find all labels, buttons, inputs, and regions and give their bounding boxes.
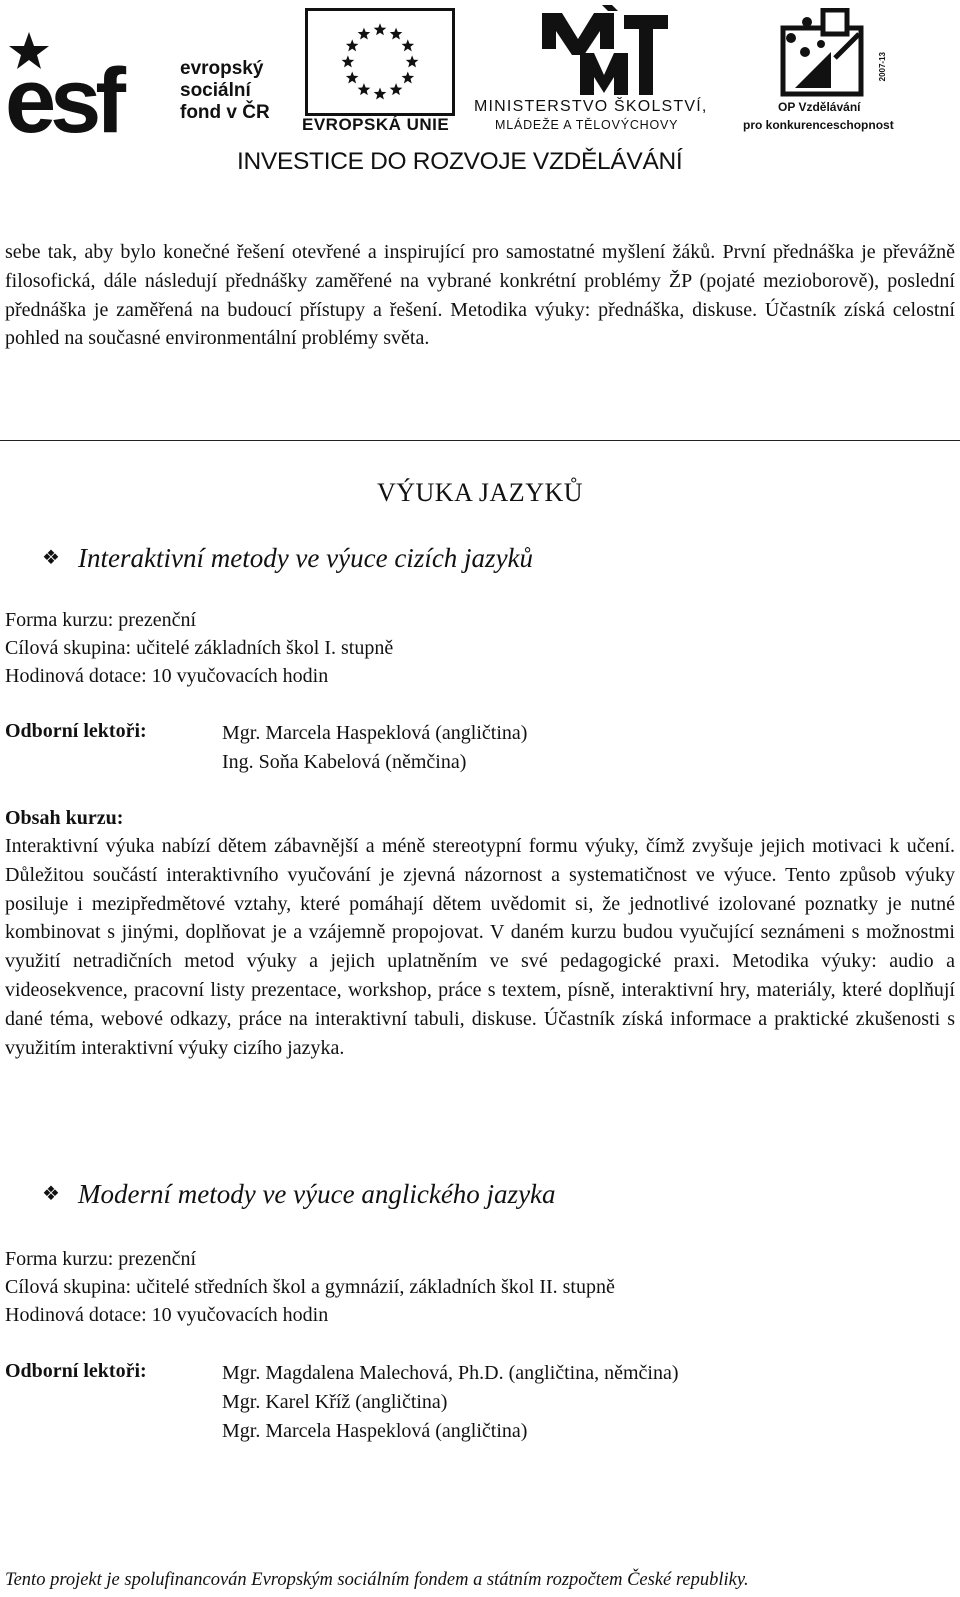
lecturer: Mgr. Magdalena Malechová, Ph.D. (angličtina, němčina) bbox=[222, 1362, 679, 1384]
eu-star-icon bbox=[390, 28, 403, 40]
eu-star-icon bbox=[374, 23, 387, 35]
eu-star-icon bbox=[390, 83, 403, 95]
course-hours: Hodinová dotace: 10 vyučovacích hodin bbox=[5, 1304, 329, 1326]
lecturers-list bbox=[222, 719, 527, 777]
course-title bbox=[42, 1179, 556, 1210]
course-title-text: Moderní metody ve výuce anglického jazyka bbox=[78, 1179, 556, 1209]
course-target: Cílová skupina: učitelé středních škol a gymnázií, základních škol II. stupně bbox=[5, 1276, 615, 1298]
section-divider bbox=[0, 440, 960, 441]
eu-star-icon bbox=[346, 71, 359, 83]
course-hours: Hodinová dotace: 10 vyučovacích hodin bbox=[5, 665, 329, 687]
eu-star-icon bbox=[406, 55, 419, 67]
esf-logo-text bbox=[180, 58, 270, 124]
page-footer: Tento projekt je spolufinancován Evropským sociálním fondem a státním rozpočtem České republiky. bbox=[5, 1570, 749, 1590]
investice-banner: INVESTICE DO ROZVOJE VZDĚLÁVÁNÍ bbox=[237, 148, 683, 175]
lecturer: Mgr. Marcela Haspeklová (angličtina) bbox=[222, 1419, 528, 1442]
eu-flag-icon bbox=[305, 8, 455, 116]
esf-line: sociální bbox=[180, 80, 251, 101]
lecturers-list bbox=[222, 1359, 679, 1445]
svg-text:esf: esf bbox=[5, 50, 120, 136]
content-label: Obsah kurzu: bbox=[5, 807, 124, 829]
eu-star-icon bbox=[346, 39, 359, 51]
eu-star-icon bbox=[342, 55, 355, 67]
lecturer: Mgr. Marcela Haspeklová (angličtina) bbox=[222, 722, 528, 744]
op-line1: OP Vzdělávání bbox=[778, 100, 861, 114]
lecturer: Mgr. Karel Kříž (angličtina) bbox=[222, 1390, 448, 1413]
course-form: Forma kurzu: prezenční bbox=[5, 1248, 197, 1270]
op-years: 2007-13 bbox=[878, 52, 887, 82]
diamond-bullet-icon: ❖ bbox=[42, 547, 60, 569]
eu-star-icon bbox=[402, 71, 415, 83]
course-target: Cílová skupina: učitelé základních škol I. stupně bbox=[5, 637, 394, 659]
op-line2: pro konkurenceschopnost bbox=[743, 118, 894, 132]
msmt-line1: MINISTERSTVO ŠKOLSTVÍ, bbox=[474, 98, 708, 115]
intro-paragraph: sebe tak, aby bylo konečné řešení otevřené a inspirující pro samostatné myšlení žáků. První přednáška je převážně filosofická, dále následují přednášky zaměřené na vybrané konkrétní problémy ŽP (pojaté mezioborově), poslední přednáška je zaměřená na budoucí přístupy a řešení. Metodika výuky: přednáška, diskuse. Účastník získá celostní pohled na současné environmentální problémy světa. bbox=[5, 241, 955, 350]
course-title-text: Interaktivní metody ve výuce cizích jazyků bbox=[78, 543, 534, 573]
esf-line: fond v ČR bbox=[180, 102, 270, 123]
eu-label: EVROPSKÁ UNIE bbox=[302, 115, 450, 134]
op-logo-icon bbox=[775, 8, 885, 98]
msmt-line2: MLÁDEŽE A TĚLOVÝCHOVY bbox=[495, 118, 679, 132]
course-content: Interaktivní výuka nabízí dětem zábavnější a méně stereotypní formu výuky, čímž zvyšuje jejich motivaci k učení. Důležitou součástí interaktivního vyučování je zjevná názornost a systematičnost ve výuce. Tento způsob výuky posiluje i mezipředmětové vztahy, které pomáhají dětem uvědomit si, že jednotlivé izolované poznatky je nutné kombinovat s jinými, doplňovat je a vzájemně propojovat. V daném kurzu budou vyučující seznámeni s možnostmi využití netradičních metod výuky a jejich uplatněním ve své pedagogické praxi. Metodika výuky: audio a videosekvence, pracovní listy prezentace, workshop, práce s textem, písně, interaktivní hry, materiály, které doplňují dané téma, webové odkazy, práce na interaktivní tabuli, diskuse. Účastník získá informace a praktické zkušenosti s využitím interaktivní výuky cizího jazyka. bbox=[5, 835, 955, 1059]
logo-bar bbox=[0, 0, 960, 200]
section-title: VÝUKA JAZYKŮ bbox=[376, 478, 584, 507]
eu-star-icon bbox=[358, 28, 371, 40]
msmt-logo-icon bbox=[540, 5, 670, 97]
eu-star-icon bbox=[402, 39, 415, 51]
lecturers-label: Odborní lektoři: bbox=[5, 720, 147, 742]
lecturers-label: Odborní lektoři: bbox=[5, 1360, 147, 1382]
diamond-bullet-icon: ❖ bbox=[42, 1183, 60, 1205]
course-form: Forma kurzu: prezenční bbox=[5, 609, 197, 631]
eu-star-icon bbox=[374, 88, 387, 100]
course-title bbox=[42, 543, 533, 574]
esf-logo-icon bbox=[5, 28, 173, 136]
lecturer: Ing. Soňa Kabelová (němčina) bbox=[222, 750, 467, 773]
eu-star-icon bbox=[358, 83, 371, 95]
esf-line: evropský bbox=[180, 58, 264, 79]
